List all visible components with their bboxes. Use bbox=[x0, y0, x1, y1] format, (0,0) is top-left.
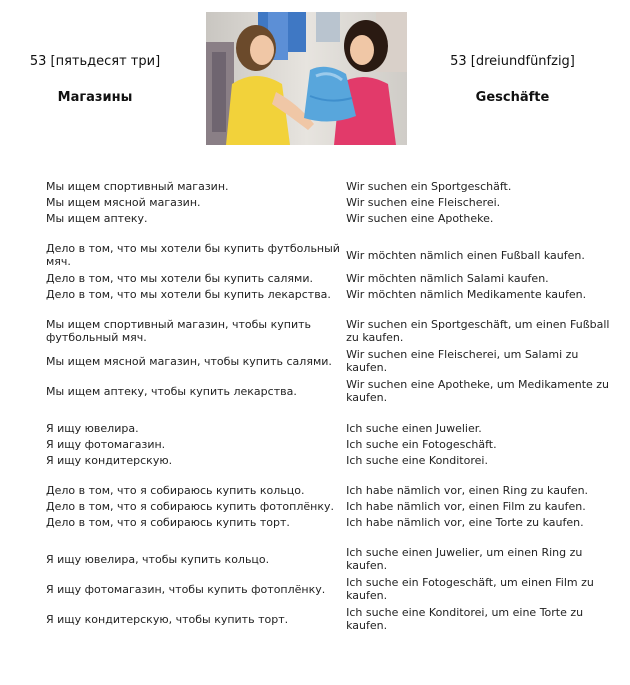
german-phrase: Ich habe nämlich vor, einen Ring zu kaufen. bbox=[346, 483, 589, 497]
russian-phrase: Я ищу кондитерскую. bbox=[46, 453, 173, 467]
spacer-row bbox=[46, 302, 616, 316]
phrase-row bbox=[46, 544, 616, 574]
russian-phrase: Мы ищем спортивный магазин. bbox=[46, 179, 229, 193]
russian-phrase: Я ищу ювелира. bbox=[46, 421, 139, 435]
lesson-number-german: 53 [dreiundfünfzig] bbox=[450, 54, 575, 69]
phrase-row bbox=[46, 286, 616, 302]
phrase-row bbox=[46, 240, 616, 270]
german-phrase: Ich suche einen Juwelier, um einen Ring zu kaufen. bbox=[346, 546, 583, 572]
russian-phrase: Дело в том, что мы хотели бы купить футбольный мяч. bbox=[46, 242, 340, 268]
spacer-row bbox=[46, 226, 616, 240]
title-russian: Магазины bbox=[57, 90, 133, 105]
title-german: Geschäfte bbox=[475, 90, 550, 105]
phrase-row bbox=[46, 574, 616, 604]
phrase-row bbox=[46, 604, 616, 634]
phrase-row bbox=[46, 210, 616, 226]
russian-phrase: Дело в том, что я собираюсь купить кольцо. bbox=[46, 483, 305, 497]
german-phrase: Wir suchen eine Fleischerei. bbox=[346, 195, 501, 209]
phrase-row bbox=[46, 482, 616, 498]
shopping-photo bbox=[206, 12, 407, 145]
russian-phrase: Мы ищем мясной магазин, чтобы купить салями. bbox=[46, 354, 332, 368]
phrase-row bbox=[46, 316, 616, 346]
russian-phrase: Мы ищем спортивный магазин, чтобы купить футбольный мяч. bbox=[46, 318, 311, 344]
german-phrase: Ich suche ein Fotogeschäft. bbox=[346, 437, 497, 451]
russian-phrase: Я ищу фотомагазин. bbox=[46, 437, 166, 451]
russian-phrase: Я ищу кондитерскую, чтобы купить торт. bbox=[46, 612, 289, 626]
lesson-number-russian: 53 [пятьдесят три] bbox=[29, 54, 161, 69]
phrase-table bbox=[46, 178, 616, 634]
russian-phrase: Мы ищем мясной магазин. bbox=[46, 195, 201, 209]
russian-phrase: Дело в том, что мы хотели бы купить салями. bbox=[46, 271, 313, 285]
spacer-row bbox=[46, 530, 616, 544]
phrase-row bbox=[46, 514, 616, 530]
german-phrase: Wir suchen eine Apotheke, um Medikamente zu kaufen. bbox=[346, 378, 610, 404]
german-phrase: Wir möchten nämlich Medikamente kaufen. bbox=[346, 287, 587, 301]
german-phrase: Ich habe nämlich vor, eine Torte zu kaufen. bbox=[346, 515, 584, 529]
german-phrase: Ich suche einen Juwelier. bbox=[346, 421, 482, 435]
phrase-row bbox=[46, 194, 616, 210]
german-phrase: Ich suche eine Konditorei, um eine Torte zu kaufen. bbox=[346, 606, 584, 632]
german-phrase: Ich suche ein Fotogeschäft, um einen Film zu kaufen. bbox=[346, 576, 594, 602]
phrase-row bbox=[46, 376, 616, 406]
russian-phrase: Мы ищем аптеку, чтобы купить лекарства. bbox=[46, 384, 297, 398]
german-phrase: Ich suche eine Konditorei. bbox=[346, 453, 488, 467]
german-phrase: Ich habe nämlich vor, einen Film zu kaufen. bbox=[346, 499, 586, 513]
phrase-row bbox=[46, 346, 616, 376]
phrase-row bbox=[46, 178, 616, 194]
russian-phrase: Дело в том, что я собираюсь купить торт. bbox=[46, 515, 290, 529]
german-phrase: Wir suchen eine Apotheke. bbox=[346, 211, 494, 225]
russian-phrase: Я ищу фотомагазин, чтобы купить фотоплёнку. bbox=[46, 582, 326, 596]
russian-phrase: Я ищу ювелира, чтобы купить кольцо. bbox=[46, 552, 270, 566]
german-phrase: Wir suchen eine Fleischerei, um Salami zu kaufen. bbox=[346, 348, 579, 374]
russian-phrase: Дело в том, что мы хотели бы купить лекарства. bbox=[46, 287, 331, 301]
spacer-row bbox=[46, 406, 616, 420]
german-phrase: Wir suchen ein Sportgeschäft, um einen Fußball zu kaufen. bbox=[346, 318, 610, 344]
russian-phrase: Мы ищем аптеку. bbox=[46, 211, 148, 225]
russian-phrase: Дело в том, что я собираюсь купить фотоплёнку. bbox=[46, 499, 334, 513]
german-phrase: Wir möchten nämlich Salami kaufen. bbox=[346, 271, 549, 285]
spacer-row bbox=[46, 468, 616, 482]
german-phrase: Wir möchten nämlich einen Fußball kaufen. bbox=[346, 248, 585, 262]
phrase-row bbox=[46, 420, 616, 436]
phrase-row bbox=[46, 270, 616, 286]
german-phrase: Wir suchen ein Sportgeschäft. bbox=[346, 179, 512, 193]
phrase-row bbox=[46, 452, 616, 468]
phrase-row bbox=[46, 436, 616, 452]
phrase-row bbox=[46, 498, 616, 514]
